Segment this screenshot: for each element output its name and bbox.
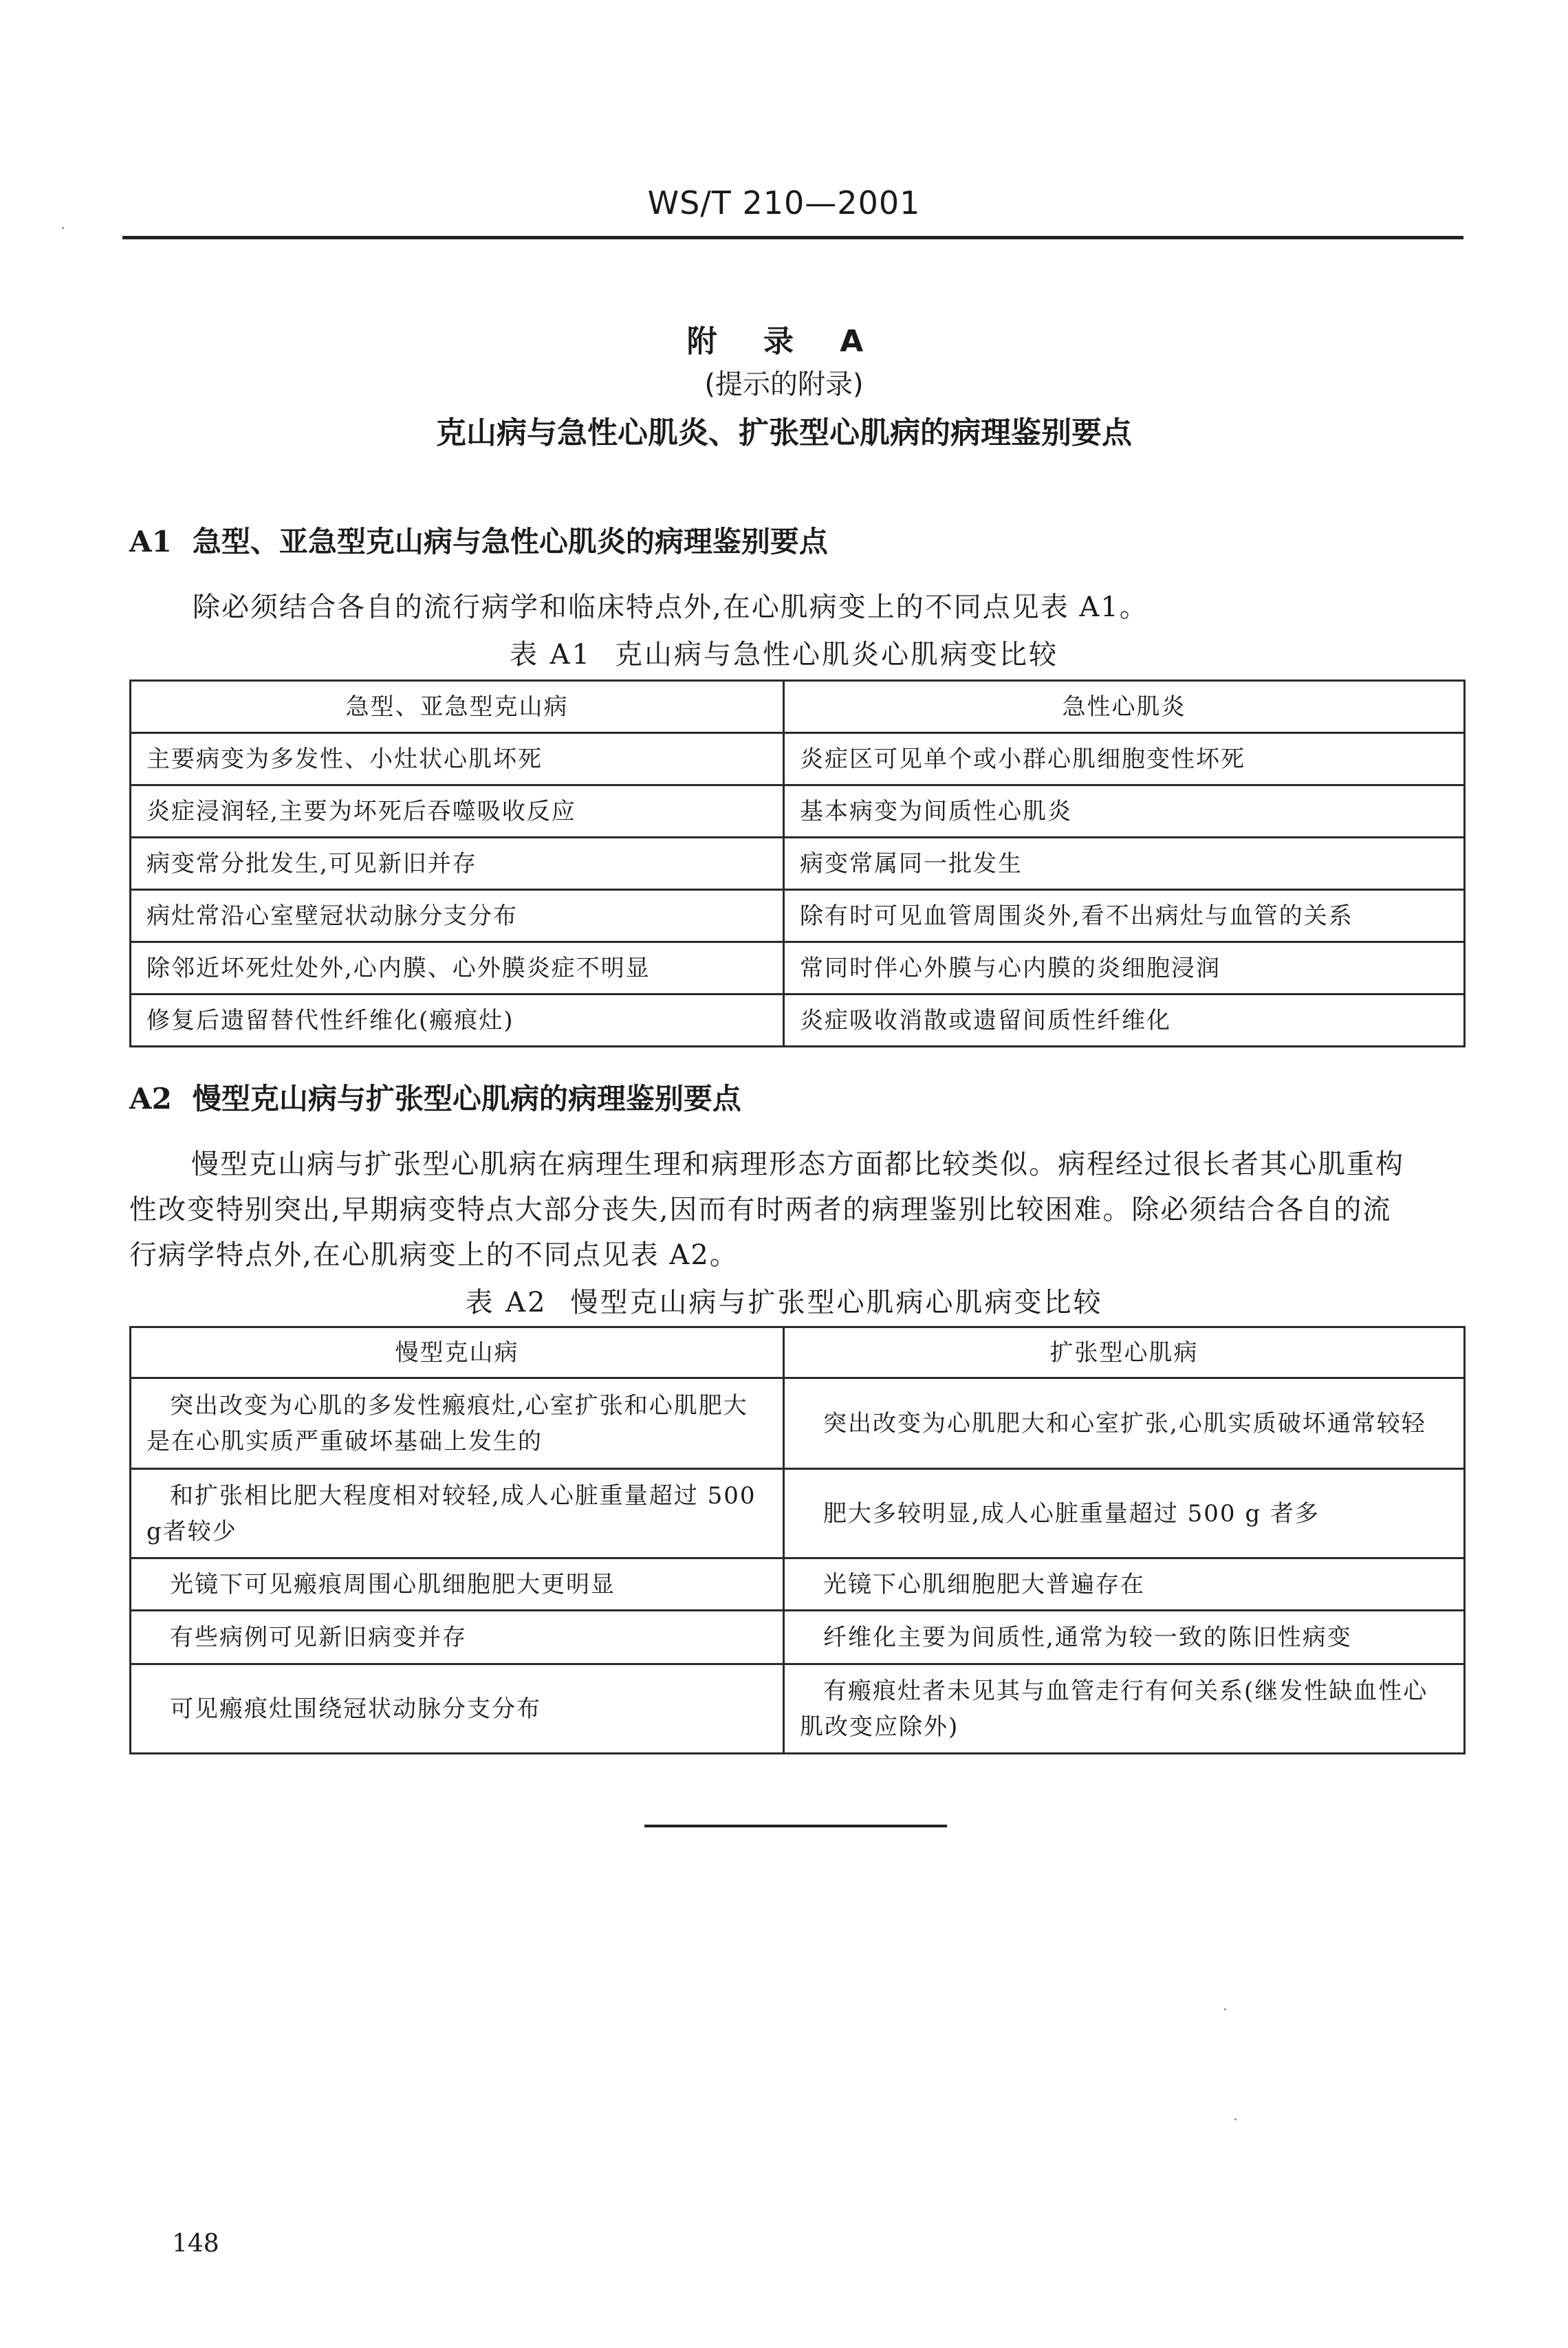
table-cell: 突出改变为心肌肥大和心室扩张,心肌实质破坏通常较轻 [784, 1378, 1465, 1469]
table-row [131, 890, 1465, 942]
table-cell: 病变常分批发生,可见新旧并存 [131, 838, 784, 890]
table-cell: 有些病例可见新旧病变并存 [131, 1611, 784, 1664]
table-header-row [131, 681, 1465, 733]
table-a1 [129, 680, 1466, 1047]
table-cell: 修复后遗留替代性纤维化(瘢痕灶) [131, 994, 784, 1047]
table-a2-caption [0, 1281, 1568, 1320]
section-a2-heading [129, 1076, 741, 1118]
table-a2 [129, 1326, 1466, 1754]
appendix-subtitle: (提示的附录) [704, 369, 864, 400]
table-cell: 炎症吸收消散或遗留间质性纤维化 [784, 994, 1465, 1047]
table-row [131, 1378, 1465, 1469]
table-cell: 有瘢痕灶者未见其与血管走行有何关系(继发性缺血性心肌改变应除外) [784, 1664, 1465, 1754]
table-row [131, 1469, 1465, 1558]
table-row [131, 733, 1465, 785]
table-cell: 光镜下可见瘢痕周围心肌细胞肥大更明显 [131, 1558, 784, 1611]
table-cell: 除有时可见血管周围炎外,看不出病灶与血管的关系 [784, 890, 1465, 942]
table-row [131, 1558, 1465, 1611]
header-rule [122, 236, 1463, 239]
section-a1-heading [129, 519, 828, 561]
paragraph-line: 行病学特点外,在心肌病变上的不同点见表 A2。 [129, 1239, 739, 1271]
section-a2-heading-text: 慢型克山病与扩张型心肌病的病理鉴别要点 [192, 1082, 741, 1116]
paragraph-line: 慢型克山病与扩张型心肌病在病理生理和病理形态方面都比较类似。病程经过很长者其心肌重构 [191, 1149, 1404, 1180]
table-a2-caption-number: 表 A2 [465, 1287, 547, 1318]
table-cell: 和扩张相比肥大程度相对较轻,成人心脏重量超过 500 g者较少 [131, 1469, 784, 1558]
table-cell: 突出改变为心肌的多发性瘢痕灶,心室扩张和心肌肥大是在心肌实质严重破坏基础上发生的 [131, 1378, 784, 1469]
table-header-cell: 慢型克山病 [131, 1327, 784, 1378]
table-a1-caption-title: 克山病与急性心肌炎心肌病变比较 [615, 639, 1059, 671]
table-row [131, 1611, 1465, 1664]
section-a2-paragraph [129, 1142, 1463, 1278]
paragraph-line: 性改变特别突出,早期病变特点大部分丧失,因而有时两者的病理鉴别比较困难。除必须结合各自的流 [129, 1194, 1392, 1226]
section-a1-number: A1 [129, 525, 172, 558]
table-cell: 光镜下心肌细胞肥大普遍存在 [784, 1558, 1465, 1611]
table-a2-caption-title: 慢型克山病与扩张型心肌病心肌病变比较 [570, 1287, 1103, 1318]
table-a1-caption-number: 表 A1 [509, 639, 592, 671]
table-cell: 常同时伴心外膜与心内膜的炎细胞浸润 [784, 942, 1465, 994]
table-cell: 病灶常沿心室壁冠状动脉分支分布 [131, 890, 784, 942]
table-cell: 可见瘢痕灶围绕冠状动脉分支分布 [131, 1664, 784, 1754]
table-cell: 病变常属同一批发生 [784, 838, 1465, 890]
table-row [131, 785, 1465, 838]
page-number: 148 [172, 2230, 219, 2258]
table-cell: 肥大多较明显,成人心脏重量超过 500 g 者多 [784, 1469, 1465, 1558]
section-a2-number: A2 [129, 1082, 172, 1116]
table-row [131, 942, 1465, 994]
table-cell: 炎症浸润轻,主要为坏死后吞噬吸收反应 [131, 785, 784, 838]
scan-speck [62, 227, 64, 229]
table-header-cell: 急性心肌炎 [784, 681, 1465, 733]
table-header-cell: 急型、亚急型克山病 [131, 681, 784, 733]
table-a1-caption [0, 633, 1568, 672]
table-cell: 炎症区可见单个或小群心肌细胞变性坏死 [784, 733, 1465, 785]
scan-speck [1224, 2008, 1226, 2010]
document-code: WS/T 210—2001 [647, 184, 921, 221]
table-row [131, 838, 1465, 890]
table-header-cell: 扩张型心肌病 [784, 1327, 1465, 1378]
table-header-row [131, 1327, 1465, 1378]
table-row [131, 1664, 1465, 1754]
section-a1-paragraph: 除必须结合各自的流行病学和临床特点外,在心肌病变上的不同点见表 A1。 [193, 591, 1148, 623]
scan-speck [1234, 2118, 1237, 2120]
appendix-main-title: 克山病与急性心肌炎、扩张型心肌病的病理鉴别要点 [436, 415, 1132, 450]
end-rule [644, 1825, 947, 1827]
table-cell: 除邻近坏死灶处外,心内膜、心外膜炎症不明显 [131, 942, 784, 994]
table-cell: 主要病变为多发性、小灶状心肌坏死 [131, 733, 784, 785]
appendix-title: 附 录 A [686, 324, 882, 359]
table-row [131, 994, 1465, 1047]
section-a1-heading-text: 急型、亚急型克山病与急性心肌炎的病理鉴别要点 [192, 525, 828, 558]
table-cell: 纤维化主要为间质性,通常为较一致的陈旧性病变 [784, 1611, 1465, 1664]
table-cell: 基本病变为间质性心肌炎 [784, 785, 1465, 838]
